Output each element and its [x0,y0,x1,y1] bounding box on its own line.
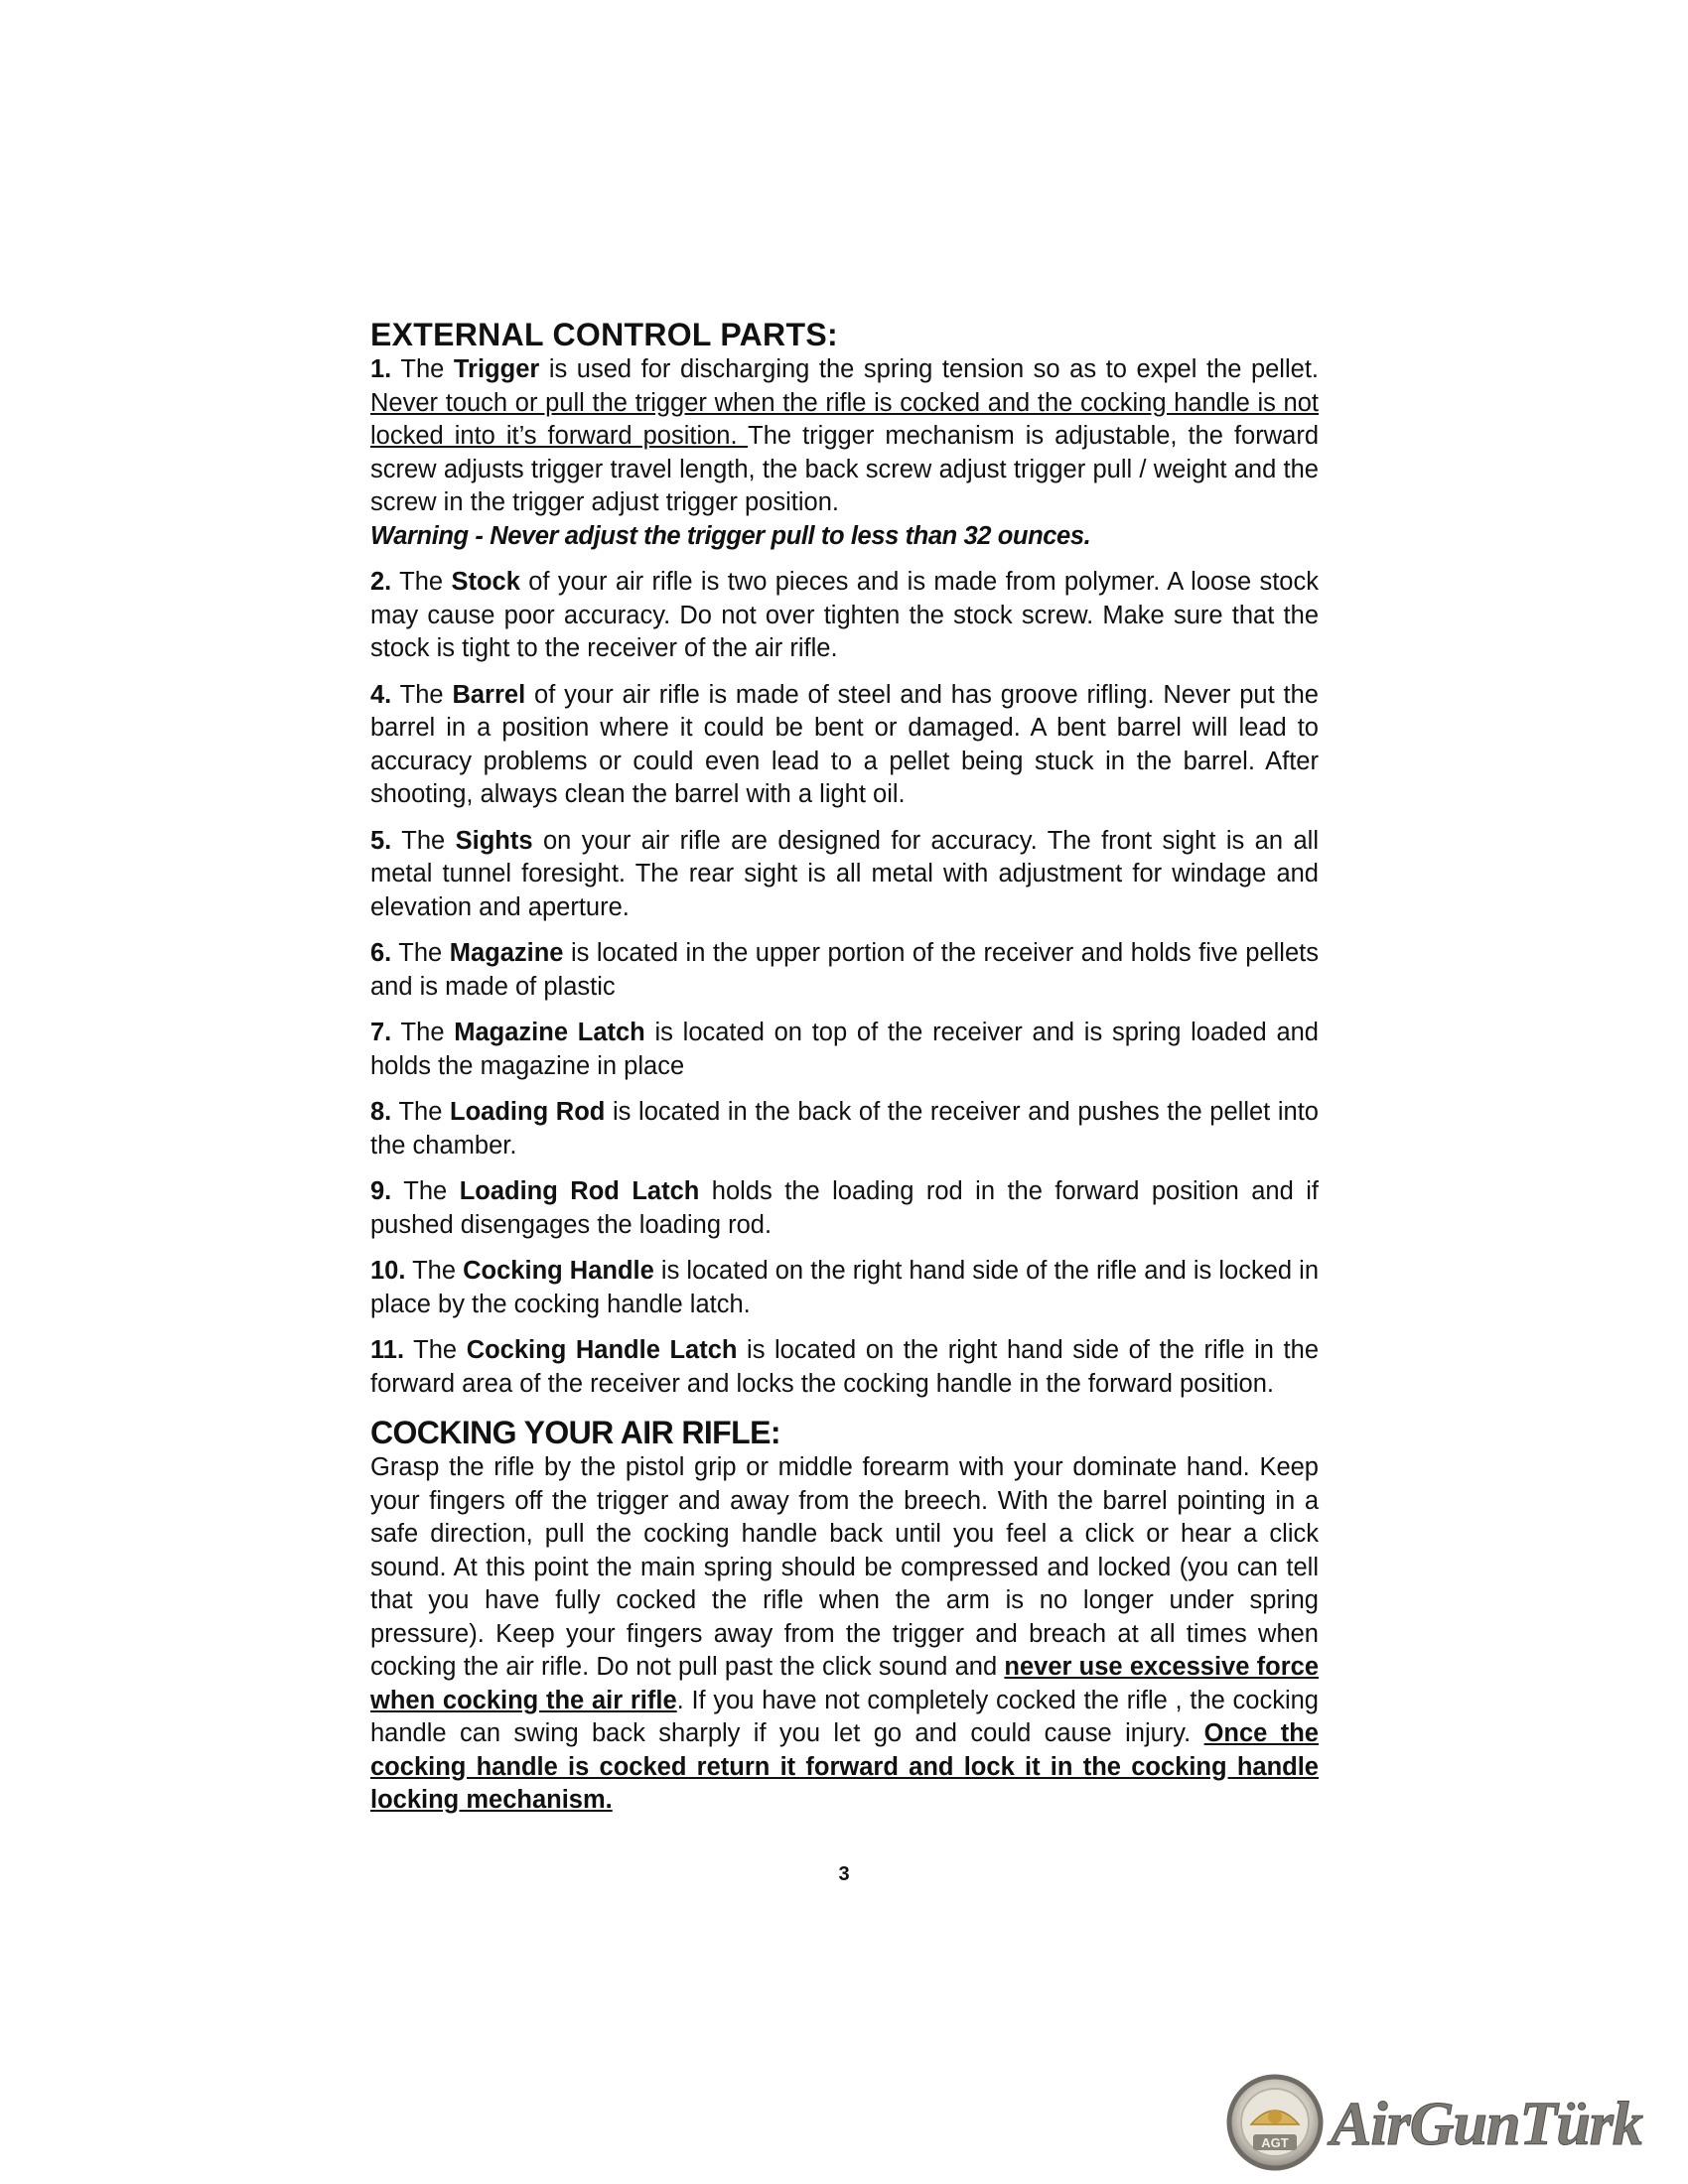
item-number: 5. [370,826,392,855]
part-name: Trigger [453,355,540,383]
item-number: 8. [370,1098,392,1126]
part-name: Stock [451,568,520,596]
part-name: Loading Rod Latch [459,1177,700,1205]
item-number: 2. [370,568,392,596]
airgunturk-watermark-logo [1219,2067,1686,2176]
item-trigger: 1. The Trigger is used for discharging the spring tension so as to expel the pellet. Never touch or pull the trigger when the rifle is cocked and the cocking handle is not locked into it’s forward position. The trigger mechanism is adjustable, the forward screw adjusts trigger travel length, the back screw adjust trigger pull / weight and the screw in the trigger adjust trigger position. Warning - Never adjust the trigger pull to less than 32 ounces. [370,355,1320,550]
part-name: Barrel [452,680,526,709]
badge-emblem-dot-icon [1268,2110,1282,2123]
excessive-force-warning: never use excessive force when cocking the air rifle [370,1653,1319,1714]
item-stock: 2. The Stock of your air rifle is two pieces and is made from polymer. A loose stock may cause poor accuracy. Do not over tighten the stock screw. Make sure that the stock is tight to the receiver of the air rifle. [370,568,1319,662]
airgunturk-wordmark: AirGunTürk [1331,2091,1642,2158]
item-barrel: 4. The Barrel of your air rifle is made of steel and has groove rifling. Never put the barrel in a position where it could be bent or damaged. A bent barrel will lead to accuracy problems or could even lead to a pellet being stuck in the barrel. After shooting, always clean the barrel with a light oil. [370,680,1319,808]
trigger-warning: Warning - Never adjust the trigger pull to less than 32 ounces. [370,521,1091,550]
item-number: 6. [370,939,392,967]
lock-handle-warning: Once the cocking handle is cocked return it forward and lock it in the cocking handle locking mechanism. [370,1719,1319,1814]
part-name: Magazine [449,939,564,967]
item-number: 10. [370,1257,406,1285]
cocking-instructions: Grasp the rifle by the pistol grip or middle forearm with your dominate hand. Keep your fingers off the trigger and away from the breech. With the barrel pointing in a safe direction, pull the cocking handle back until you feel a click or hear a click sound. At this point the main spring should be compressed and locked (you can tell that you have fully cocked the rifle when the arm is no longer under spring pressure). Keep your fingers away from the trigger and breach at all times when cocking the air rifle. Do not pull past the click sound and never use excessive force when cocking the air rifle. If you have not completely cocked the rifle , the cocking handle can swing back sharply if you let go and could cause injury. Once the cocking handle is cocked return it forward and lock it in the cocking handle locking mechanism. [370,1453,1319,1814]
part-name: Sights [455,826,533,855]
item-number: 4. [370,680,392,709]
item-number: 9. [370,1177,392,1205]
badge-label: AGT [1261,2135,1289,2150]
item-magazine-latch: 7. The Magazine Latch is located on top of the receiver and is spring loaded and holds the magazine in place [370,1019,1319,1080]
item-number: 11. [370,1336,405,1364]
item-cocking-handle-latch: 11. The Cocking Handle Latch is located on the right hand side of the rifle in the forward area of the receiver and locks the cocking handle in the forward position. [370,1336,1319,1398]
section-title-external-control-parts: EXTERNAL CONTROL PARTS: [370,317,838,352]
trigger-safety-note: Never touch or pull the trigger when the rifle is cocked and the cocking handle is not locked into it’s forward position. [370,388,1319,450]
item-number: 1. [370,355,392,383]
section-title-cocking: COCKING YOUR AIR RIFLE: [370,1415,780,1450]
item-sights: 5. The Sights on your air rifle are designed for accuracy. The front sight is an all metal tunnel foresight. The rear sight is all metal with adjustment for windage and elevation and aperture. [370,826,1319,921]
item-cocking-handle: 10. The Cocking Handle is located on the right hand side of the rifle and is locked in place by the cocking handle latch. [370,1257,1319,1318]
page-number: 3 [838,1863,850,1885]
part-name: Magazine Latch [454,1019,645,1046]
item-magazine: 6. The Magazine is located in the upper portion of the receiver and holds five pellets and is made of plastic [370,939,1319,1001]
item-loading-rod-latch: 9. The Loading Rod Latch holds the loading rod in the forward position and if pushed disengages the loading rod. [370,1177,1319,1239]
part-name: Cocking Handle [463,1257,654,1285]
item-loading-rod: 8. The Loading Rod is located in the back of the receiver and pushes the pellet into the chamber. [370,1098,1319,1160]
item-number: 7. [370,1019,392,1046]
part-name: Cocking Handle Latch [466,1336,738,1364]
document-page [370,316,1319,1831]
watermark-graphic [1219,2067,1686,2176]
part-name: Loading Rod [450,1098,606,1126]
